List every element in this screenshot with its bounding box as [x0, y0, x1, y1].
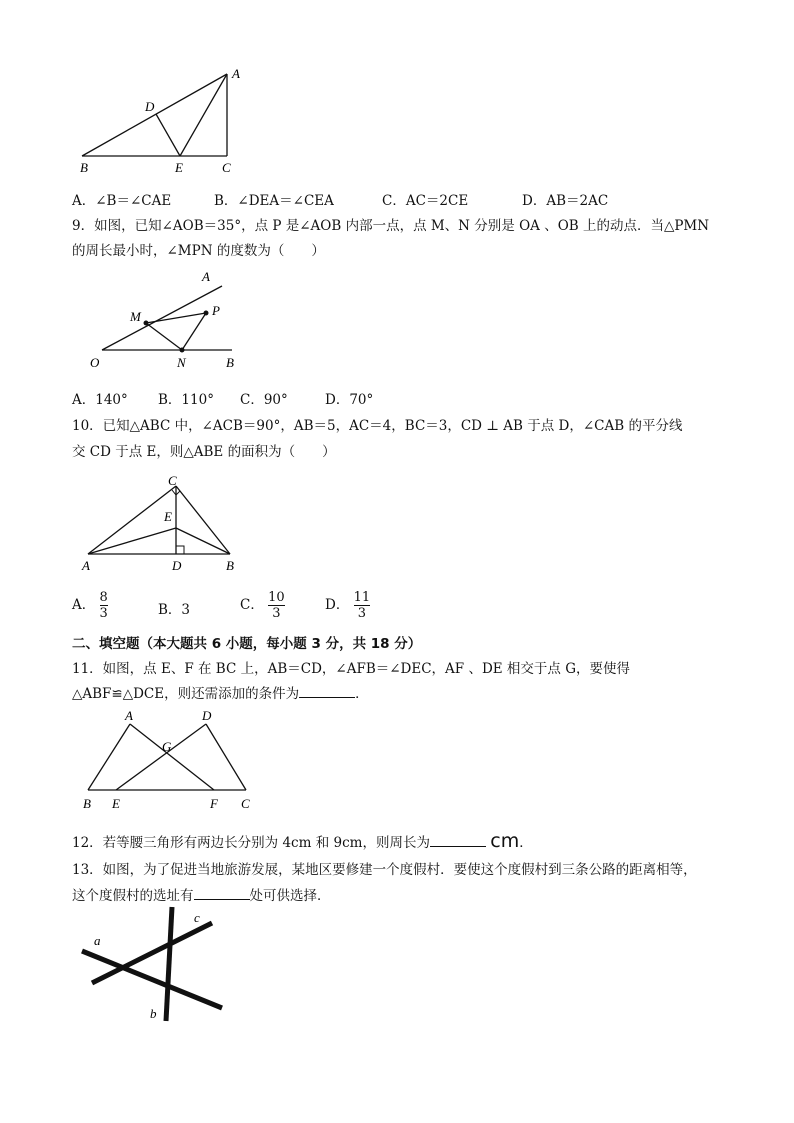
- q13-stem-line2-end: 处可供选择．: [249, 888, 331, 904]
- q11-label-g: G: [162, 739, 172, 754]
- q13-stem-line2-text: 这个度假村的选址有: [72, 888, 194, 904]
- q13-label-b: b: [150, 1006, 157, 1021]
- q13-answer-blank[interactable]: [194, 887, 250, 900]
- q10-label-a: A: [82, 558, 90, 573]
- q9-option-b[interactable]: B．110°: [158, 392, 214, 408]
- q8-label-a: A: [232, 66, 240, 81]
- q12-unit: cm: [490, 830, 520, 852]
- q9-option-a[interactable]: A．140°: [72, 392, 128, 408]
- q9-stem-line2: 的周长最小时，∠MPN 的度数为（ ）: [72, 243, 325, 259]
- q10-option-d-prefix: D．: [325, 597, 350, 613]
- q10-label-e: E: [164, 509, 172, 524]
- q8-figure: [72, 62, 262, 178]
- q11-stem-line2: [72, 682, 369, 702]
- q9-option-d[interactable]: D．70°: [325, 392, 374, 408]
- q10-option-d-fraction: [354, 590, 371, 621]
- q11-stem-line1: 11．如图，点 E、F 在 BC 上，AB＝CD，∠AFB＝∠DEC，AF 、DE 相交于点 G，要使得: [72, 661, 631, 677]
- q9-option-c[interactable]: C．90°: [240, 392, 288, 408]
- q10-option-d-denominator: 3: [357, 606, 367, 621]
- q9-figure: [84, 266, 254, 374]
- q8-label-e: E: [175, 160, 183, 175]
- q10-option-b[interactable]: B．3: [158, 602, 191, 618]
- q11-label-e: E: [112, 796, 120, 811]
- q9-label-a: A: [202, 269, 210, 284]
- section-heading-fill-in: 二、填空题（本大题共 6 小题，每小题 3 分，共 18 分）: [72, 636, 422, 652]
- q10-figure: [78, 470, 248, 576]
- q8-option-a[interactable]: A．∠B＝∠CAE: [72, 193, 172, 209]
- q10-option-c-prefix: C．: [240, 597, 264, 613]
- q12-stem-text: 12．若等腰三角形有两边长分别为 4cm 和 9cm，则周长为: [72, 835, 430, 851]
- q9-label-p: P: [212, 303, 220, 318]
- q10-option-c-fraction: [268, 590, 285, 621]
- q11-label-c: C: [241, 796, 250, 811]
- q13-label-a: a: [94, 933, 101, 948]
- q11-figure: [78, 706, 258, 816]
- q9-label-m: M: [130, 309, 141, 324]
- q9-stem-line1: 9．如图，已知∠AOB＝35°，点 P 是∠AOB 内部一点，点 M、N 分别是 OA 、OB 上的动点．当△PMN: [72, 218, 710, 234]
- q13-label-c: c: [194, 910, 200, 925]
- q13-stem-line1: 13．如图，为了促进当地旅游发展，某地区要修建一个度假村．要使这个度假村到三条公路的距离相等，: [72, 862, 697, 878]
- q11-label-f: F: [210, 796, 218, 811]
- q10-option-c[interactable]: [240, 590, 285, 621]
- q8-option-b[interactable]: B．∠DEA＝∠CEA: [214, 193, 334, 209]
- q10-option-d-numerator: 11: [353, 590, 371, 605]
- q10-label-d: D: [172, 558, 182, 573]
- q10-option-a-fraction: [100, 590, 108, 621]
- q11-stem-line2-text: △ABF≌△DCE，则还需添加的条件为: [72, 686, 300, 702]
- q13-stem-line2: [72, 884, 331, 904]
- q11-label-a: A: [125, 708, 133, 723]
- q10-option-c-denominator: 3: [272, 606, 281, 621]
- q10-option-a-prefix: A．: [72, 597, 96, 613]
- q8-option-d[interactable]: D．AB＝2AC: [522, 193, 609, 209]
- q8-label-c: C: [222, 160, 231, 175]
- q9-label-o: O: [90, 355, 100, 370]
- q9-label-b: B: [226, 355, 234, 370]
- q11-answer-blank[interactable]: [299, 685, 355, 698]
- q10-option-a-numerator: 8: [99, 590, 108, 605]
- q13-figure: [72, 905, 242, 1030]
- q12-stem: [72, 830, 533, 852]
- q12-stem-end: ．: [519, 835, 533, 851]
- q11-stem-line2-end: ．: [355, 686, 369, 702]
- q8-label-d: D: [145, 99, 155, 114]
- q10-option-d[interactable]: [325, 590, 370, 621]
- q10-stem-line1: 10．已知△ABC 中，∠ACB＝90°，AB＝5，AC＝4，BC＝3，CD ⊥ AB 于点 D，∠CAB 的平分线: [72, 418, 683, 434]
- q10-label-b: B: [226, 558, 234, 573]
- q8-label-b: B: [80, 160, 88, 175]
- q11-label-b: B: [83, 796, 91, 811]
- q8-option-c[interactable]: C．AC＝2CE: [382, 193, 469, 209]
- q10-label-c: C: [168, 473, 177, 488]
- q9-label-n: N: [177, 355, 186, 370]
- q11-label-d: D: [202, 708, 212, 723]
- q12-answer-blank[interactable]: [430, 834, 486, 847]
- q10-stem-line2: 交 CD 于点 E，则△ABE 的面积为（ ）: [72, 444, 336, 460]
- q10-option-c-numerator: 10: [268, 590, 285, 605]
- q10-option-a-denominator: 3: [99, 606, 108, 621]
- q10-option-a[interactable]: [72, 590, 108, 621]
